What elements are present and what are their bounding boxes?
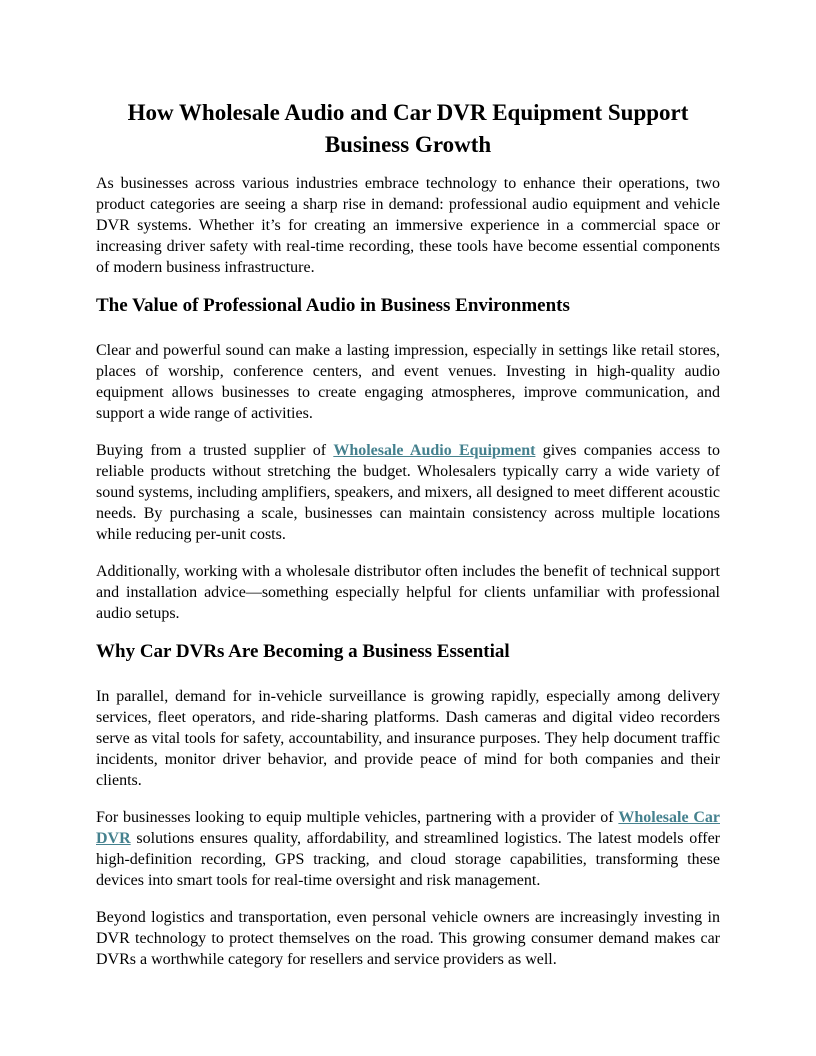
dvr-paragraph-2-text-after: solutions ensures quality, affordability, and streamlined logistics. The latest models offer high-definition recording, GPS tracking, and cloud storage capabilities, transforming these devices into smart tools for real-time oversight and risk management. — [96, 830, 720, 889]
audio-paragraph-2-text-after: gives companies access to reliable products without stretching the budget. Wholesalers typically carry a wide variety of sound systems, including amplifiers, speakers, and mixers, all designed to meet different acoustic needs. By purchasing a scale, businesses can maintain consistency across multiple locations while reducing per-unit costs. — [96, 442, 720, 543]
dvr-paragraph-2-text-before: For businesses looking to equip multiple vehicles, partnering with a provider of — [96, 809, 619, 826]
audio-paragraph-2 — [96, 440, 720, 545]
dvr-paragraph-3: Beyond logistics and transportation, even personal vehicle owners are increasingly investing in DVR technology to protect themselves on the road. This growing consumer demand makes car DVRs a worthwhile category for resellers and service providers as well. — [96, 909, 720, 968]
intro-paragraph: As businesses across various industries embrace technology to enhance their operations, two product categories are seeing a sharp rise in demand: professional audio equipment and vehicle DVR systems. Whether it’s for creating an immersive experience in a commercial space or increasing driver safety with real-time recording, these tools have become essential components of modern business infrastructure. — [96, 175, 720, 276]
dvr-paragraph-1: In parallel, demand for in-vehicle surveillance is growing rapidly, especially among delivery services, fleet operators, and ride-sharing platforms. Dash cameras and digital video recorders serve as vital tools for safety, accountability, and insurance purposes. They help document traffic incidents, monitor driver behavior, and provide peace of mind for both companies and their clients. — [96, 688, 720, 789]
audio-section-heading: The Value of Professional Audio in Business Environments — [96, 295, 570, 316]
document-title: How Wholesale Audio and Car DVR Equipment Support Business Growth — [127, 100, 689, 157]
dvr-section-heading: Why Car DVRs Are Becoming a Business Essential — [96, 641, 510, 662]
wholesale-car-dvr-link[interactable]: Wholesale Car DVR — [96, 809, 720, 847]
audio-paragraph-1: Clear and powerful sound can make a lasting impression, especially in settings like retail stores, places of worship, conference centers, and event venues. Investing in high-quality audio equipment allows businesses to create engaging atmospheres, improve communication, and support a wide range of activities. — [96, 342, 720, 422]
wholesale-audio-equipment-link[interactable]: Wholesale Audio Equipment — [333, 442, 536, 459]
audio-paragraph-2-text-before: Buying from a trusted supplier of — [96, 442, 334, 459]
audio-paragraph-3: Additionally, working with a wholesale distributor often includes the benefit of technical support and installation advice—something especially helpful for clients unfamiliar with professional audio setups. — [96, 563, 720, 622]
dvr-paragraph-2 — [96, 807, 720, 891]
